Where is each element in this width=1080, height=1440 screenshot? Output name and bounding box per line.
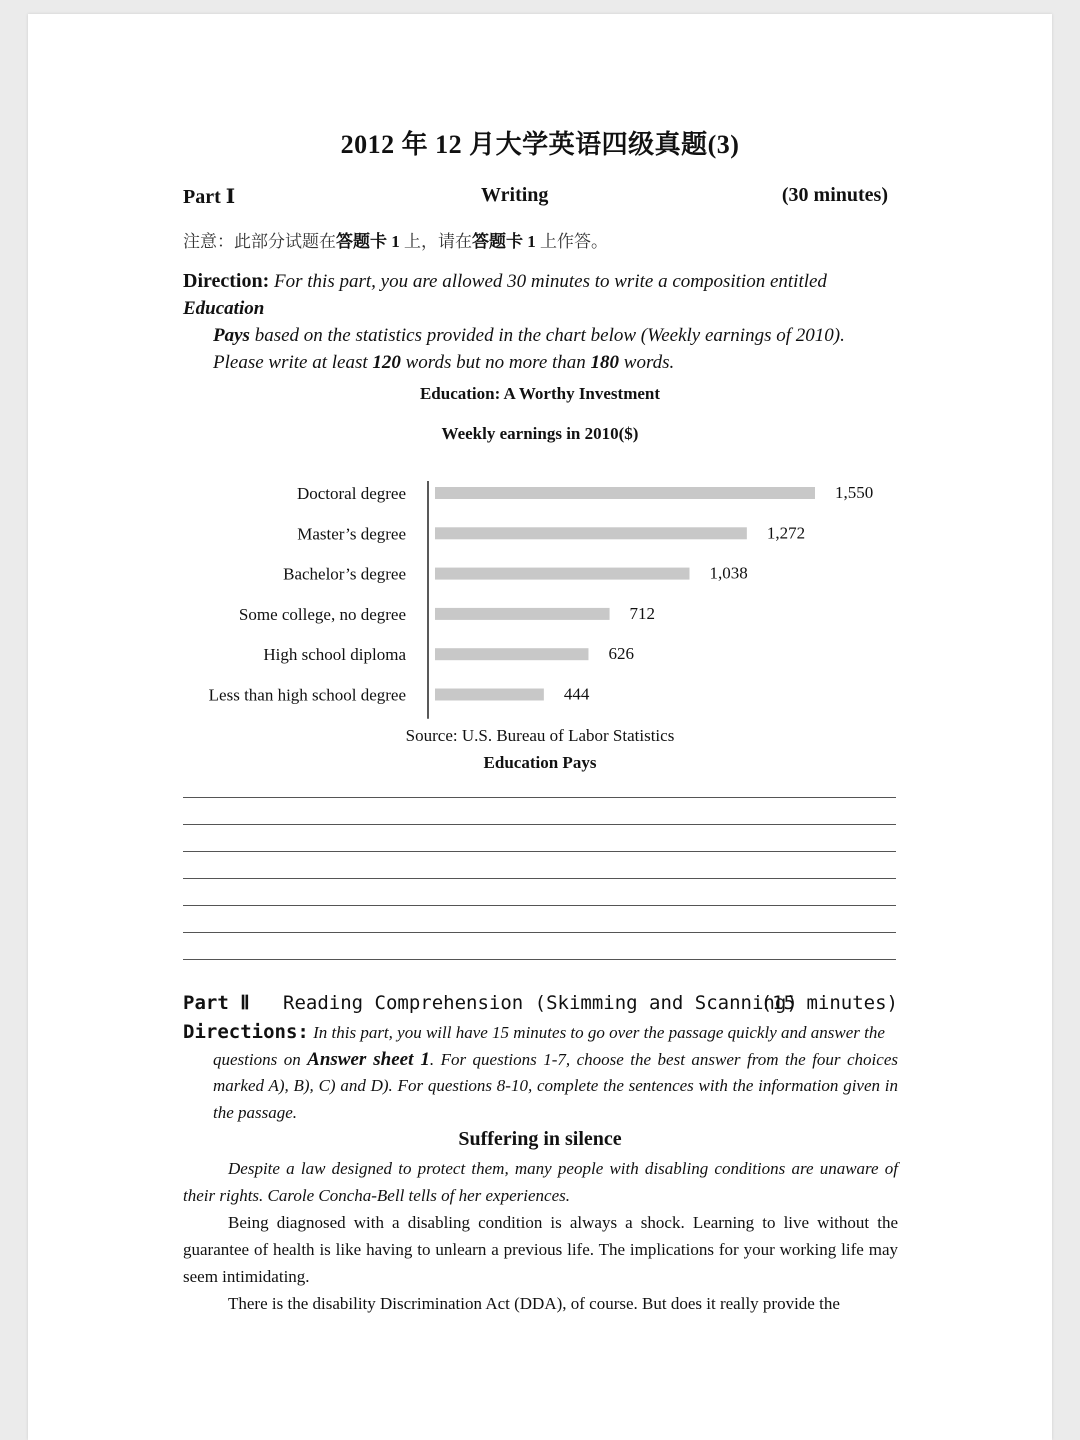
bar: [435, 648, 588, 660]
passage-paragraph: Being diagnosed with a disabling condition is always a shock. Learning to live without the guarantee of health is like having to unlearn a previous life. The implications for your working life may seem intimidating.: [183, 1213, 898, 1286]
category-label: Less than high school degree: [208, 685, 406, 705]
answer-line: [183, 824, 896, 825]
category-label: Master’s degree: [297, 524, 406, 544]
notice-text: 上，请在: [399, 232, 472, 251]
part2-name: Reading Comprehension (Skimming and Scanning): [283, 992, 798, 1014]
directions-text: In this part, you will have 15 minutes to go over the passage quickly and answer the: [308, 1023, 885, 1042]
answer-sheet-ref: Answer sheet 1: [307, 1048, 430, 1070]
bar: [435, 527, 747, 539]
part1-direction: [183, 268, 898, 376]
directions-text: . For questions 1-7, choose the best answer from the four choices marked A), B), C) and D). For questions 8-10, complete the sentences with the information given in the passage.: [213, 1049, 898, 1122]
category-label: Some college, no degree: [238, 604, 406, 624]
chart-title: Education: A Worthy Investment: [419, 384, 661, 403]
value-label: 1,038: [709, 563, 748, 583]
essay-topic: Pays: [213, 325, 250, 346]
value-label: 444: [563, 684, 590, 704]
direction-text: words.: [619, 352, 675, 373]
chart-subtitle: Weekly earnings in 2010($): [441, 424, 639, 443]
value-label: 1,550: [835, 483, 874, 502]
part2-time: (15 minutes): [760, 992, 898, 1014]
answer-line: [183, 851, 896, 852]
bar: [435, 487, 815, 499]
word-max: 180: [590, 352, 620, 373]
value-label: 1,272: [766, 523, 806, 543]
chart-source: Source: U.S. Bureau of Labor Statistics: [405, 726, 675, 745]
notice-answer-sheet: 答题卡 1: [336, 232, 400, 251]
part1-header: [183, 184, 888, 214]
answer-line: [183, 878, 896, 879]
direction-text: based on the statistics provided in the chart below (Weekly earnings of 2010).: [249, 325, 845, 346]
bar: [435, 608, 610, 620]
essay-topic: Education: [183, 298, 265, 319]
category-label: Doctoral degree: [296, 484, 406, 503]
answer-line: [183, 932, 896, 933]
part1-name: Writing: [481, 184, 549, 206]
bar: [435, 689, 544, 701]
essay-title: Education Pays: [483, 753, 597, 772]
answer-line: [183, 905, 896, 906]
direction-text: Please write at least: [213, 352, 373, 373]
notice-text: 注意：此部分试题在: [183, 232, 336, 251]
answer-line: [183, 797, 896, 798]
directions-text: questions on: [213, 1049, 308, 1069]
directions-lead: Directions:: [183, 1021, 309, 1043]
direction-lead: Direction:: [183, 270, 270, 292]
value-label: 626: [608, 644, 634, 664]
category-label: Bachelor’s degree: [283, 564, 406, 584]
part1-label: Part Ⅰ: [183, 186, 236, 208]
notice-text: 上作答。: [535, 232, 608, 251]
part2-label: Part Ⅱ: [183, 992, 250, 1014]
value-label: 712: [629, 603, 656, 623]
answer-line: [183, 959, 896, 960]
passage-intro: Despite a law designed to protect them, many people with disabling conditions are unaware of their rights. Carole Concha-Bell tells of her experiences.: [183, 1159, 898, 1205]
page-title: 2012 年 12 月大学英语四级真题(3): [340, 130, 740, 159]
passage-paragraph: There is the disability Discrimination Act (DDA), of course. But does it really provide the: [228, 1294, 840, 1313]
part2-directions: [183, 1019, 898, 1126]
bar: [435, 568, 689, 580]
bar-chart: [178, 469, 918, 719]
direction-text: words but no more than: [400, 352, 591, 373]
part2-header: [183, 992, 898, 1020]
passage-title: Suffering in silence: [458, 1128, 622, 1150]
document-page: [28, 14, 1052, 1440]
category-label: High school diploma: [263, 645, 406, 665]
part1-time: (30 minutes): [781, 184, 888, 206]
part1-notice: [183, 227, 608, 252]
direction-text: For this part, you are allowed 30 minutes to write a composition entitled: [269, 271, 827, 292]
notice-answer-sheet: 答题卡 1: [472, 232, 536, 251]
word-min: 120: [372, 352, 401, 373]
